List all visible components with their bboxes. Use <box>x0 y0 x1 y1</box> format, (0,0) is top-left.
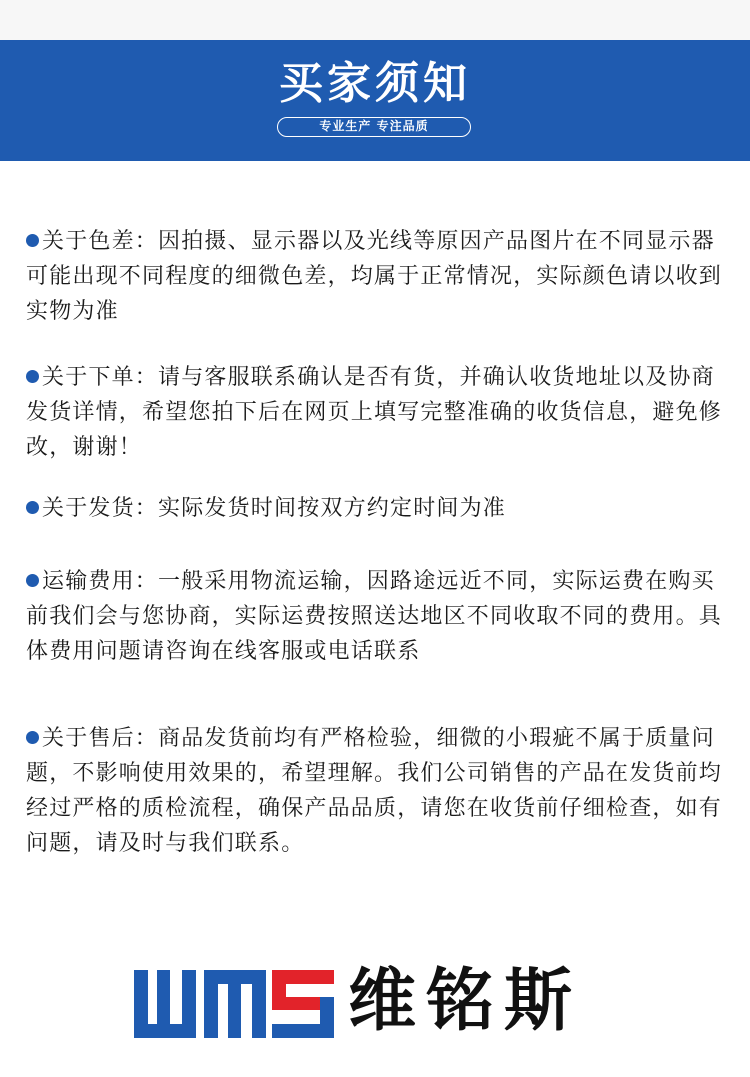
brand-name: 维铭斯 <box>348 962 583 1041</box>
notice-text: 关于色差：因拍摄、显示器以及光线等原因产品图片在不同显示器可能出现不同程度的细微色差，均属于正常情况，实际颜色请以收到实物为准 <box>26 229 723 324</box>
notice-after-sales <box>26 721 726 861</box>
notice-color-difference <box>26 224 726 329</box>
bullet-icon <box>26 574 39 587</box>
page-title: 买家须知 <box>279 58 471 109</box>
notice-ordering <box>26 360 726 465</box>
notice-text: 关于售后：商品发货前均有严格检验，细微的小瑕疵不属于质量问题，不影响使用效果的，希望理解。我们公司销售的产品在发货前均经过严格的质检流程，确保产品品质，请您在收货前仔细检查，如有问题，请及时与我们联系。 <box>26 726 723 856</box>
bullet-icon <box>26 731 39 744</box>
notice-shipping <box>26 491 726 526</box>
bullet-icon <box>26 234 39 247</box>
notice-text: 关于下单：请与客服联系确认是否有货，并确认收货地址以及协商发货详情，希望您拍下后在网页上填写完整准确的收货信息，避免修改，谢谢！ <box>26 365 723 460</box>
notice-text: 运输费用：一般采用物流运输，因路途远近不同，实际运费在购买前我们会与您协商，实际运费按照送达地区不同收取不同的费用。具体费用问题请咨询在线客服或电话联系 <box>26 569 723 664</box>
top-strip <box>0 0 750 40</box>
bullet-icon <box>26 370 39 383</box>
bullet-icon <box>26 501 39 514</box>
brand-logo <box>130 968 336 1040</box>
header-banner <box>0 40 750 161</box>
notice-text: 关于发货：实际发货时间按双方约定时间为准 <box>42 496 507 521</box>
notice-freight <box>26 564 726 669</box>
slogan-badge: 专业生产 专注品质 <box>277 117 471 137</box>
